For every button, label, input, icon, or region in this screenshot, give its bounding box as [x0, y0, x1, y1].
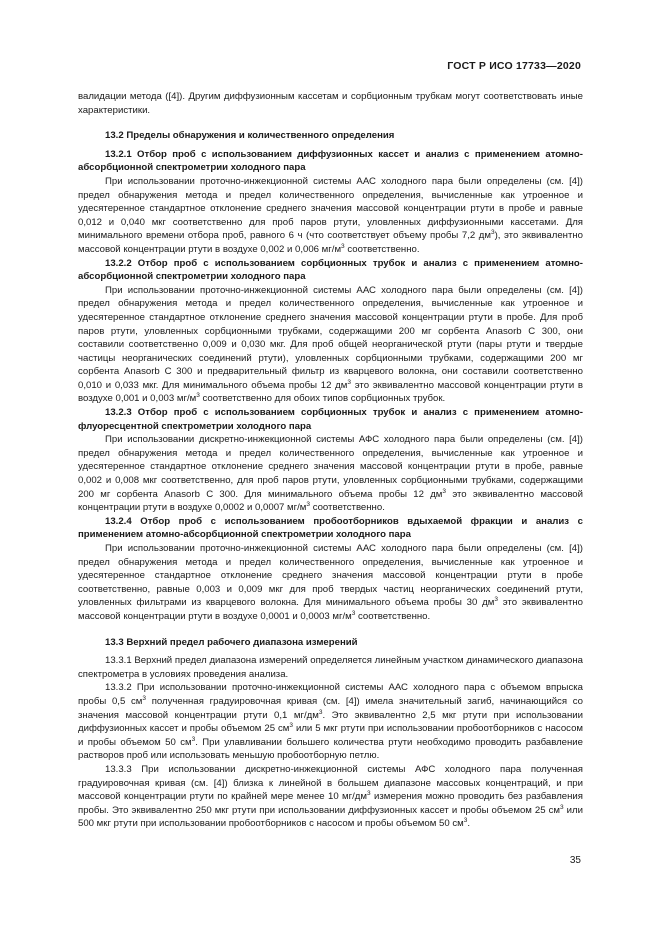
- section-13-2-2-text: При использовании проточно-инжекционной системы ААС холодного пара были определены (см. [4]) предел обнаружения метода и предел количественного определения, вычисленные как утроенное и удесятеренное стандартное отклонение среднего значения массовой концентрации ртути в пробе. Для проб паров ртути, уловленных сорбционными трубками, содержащими 200 мг сорбента Anasorb C 300, они составили соответственно 0,009 и 0,030 мкг. Для проб общей неорганической ртути (пары ртути и твердые частицы неорганических соединений ртути), уловленных сорбционными трубками, содержащими 200 мг сорбента Anasorb C 300 и предварительный фильтр из кварцевого волокна, они составили соответственно 0,010 и 0,033 мкг. Для минимального объема пробы 12 $дм^3$ это эквивалентно массовой концентрации ртути в воздухе 0,001 и 0,003 $мг/м^3$ соответственно для обоих типов сорбционных трубок.: [78, 284, 584, 405]
- section-13-3-heading: 13.3 Верхний предел рабочего диапазона измерений: [105, 636, 358, 648]
- section-13-2-3-text: При использовании дискретно-инжекционной системы АФС холодного пара были определены (см. [4]) предел обнаружения метода и предел количественного определения, вычисленные как утроенное и удесятеренное стандартное отклонение среднего значения массовой концентрации ртути в пробе, равные 0,002 и 0,008 мкг соответственно, для проб паров ртути, уловленных сорбционными трубками, содержащими 200 мг сорбента Anasorb C 300. Для минимального объема пробы 12 $дм^3$ это эквивалентно массовой концентрации ртути в воздухе 0,0002 и 0,0007 $мг/м^3$ соответственно.: [78, 434, 584, 514]
- page-content: [78, 90, 583, 831]
- section-13-2-4-text: При использовании проточно-инжекционной системы ААС холодного пара были определены (см. [4]) предел обнаружения метода и предел количественного определения, вычисленные как утроенное и удесятеренное стандартное отклонение среднего значения массовой концентрации ртути в пробе соответственно, равные 0,003 и 0,009 мкг для проб твердых частиц неорганических соединений ртути, уловленных фильтрами из кварцевого волокна. Для минимального объема пробы 30 $дм^3$ это эквивалентно массовой концентрации ртути в воздухе 0,0001 и 0,0003 $мг/м^3$ соответственно.: [78, 543, 583, 622]
- section-13-2-1-text: При использовании проточно-инжекционной системы ААС холодного пара были определены (см. [4]) предел обнаружения метода и предел количественного определения, вычисленные как утроенное и удесятеренное стандартное отклонение среднего значения массовой концентрации ртути в пробе и равные 0,012 и 0,040 мкг соответственно для проб паров ртути, уловленных диффузионными кассетами. Для минимального времени отбора проб, равного 6 ч (что соответствует объему пробы 7,2 $дм^3$), это эквивалентно массовой концентрации ртути в воздухе 0,002 и 0,006 $мг/м^3$ соответственно.: [78, 175, 583, 255]
- intro-paragraph: валидации метода ([4]). Другим диффузионным кассетам и сорбционным трубкам могут соответствовать иные характеристики.: [78, 91, 583, 116]
- page-number: 35: [569, 855, 581, 866]
- standard-designation: ГОСТ Р ИСО 17733—2020: [447, 60, 581, 72]
- section-13-3-1-text: 13.3.1 Верхний предел диапазона измерений определяется линейным участком динамического диапазона спектрометра в условиях проведения анализа.: [78, 655, 583, 680]
- section-13-2-2-heading: 13.2.2 Отбор проб с использованием сорбционных трубок и анализ с применением атомно-абсорбционной спектрометрии холодного пара: [78, 257, 583, 283]
- section-13-2-heading: 13.2 Пределы обнаружения и количественного определения: [105, 130, 395, 142]
- section-13-3-3-text: 13.3.3 При использовании дискретно-инжекционной системы АФС холодного пара полученная градуировочная кривая (см. [4]) близка к линейной в большем диапазоне массовых концентраций, и при массовой концентрации ртути по крайней мере менее 10 $мг/дм^3$ измерения можно проводить без разбавления пробы. Это эквивалентно 250 мкг ртути при использовании диффузионных кассет и пробы объемом 25 $см^3$ или 500 мкг ртути при использовании пробоотборников с насосом и пробы объемом 50 $см^3$.: [78, 763, 584, 830]
- section-13-2-4-heading: 13.2.4 Отбор проб с использованием пробоотборников вдыхаемой фракции и анализ с применением атомно-абсорбционной спектрометрии холодного пара: [78, 515, 583, 541]
- section-13-3-2-text: 13.3.2 При использовании проточно-инжекционной системы ААС холодного пара с объемом впрыска пробы 0,5 $см^3$ полученная градуировочная кривая (см. [4]) имела значительный загиб, начинающийся со значения массовой концентрации ртути 0,1 $мг/дм^3$. Это эквивалентно 2,5 мкг ртути при использовании диффузионных кассет и пробы объемом 25 $см^3$ или 5 мкг ртути при использовании пробоотборников с насосом и пробы объемом 50 $см^3$. При улавливании большего количества ртути необходимо проводить разбавление растворов проб или использовать меньшую пробоотборную петлю.: [78, 682, 584, 762]
- section-13-2-1-heading: 13.2.1 Отбор проб с использованием диффузионных кассет и анализ с применением атомно-абсорбционной спектрометрии холодного пара: [78, 148, 583, 174]
- section-13-2-3-heading: 13.2.3 Отбор проб с использованием сорбционных трубок и анализ с применением атомно-флуоресцентной спектрометрии холодного пара: [78, 407, 583, 432]
